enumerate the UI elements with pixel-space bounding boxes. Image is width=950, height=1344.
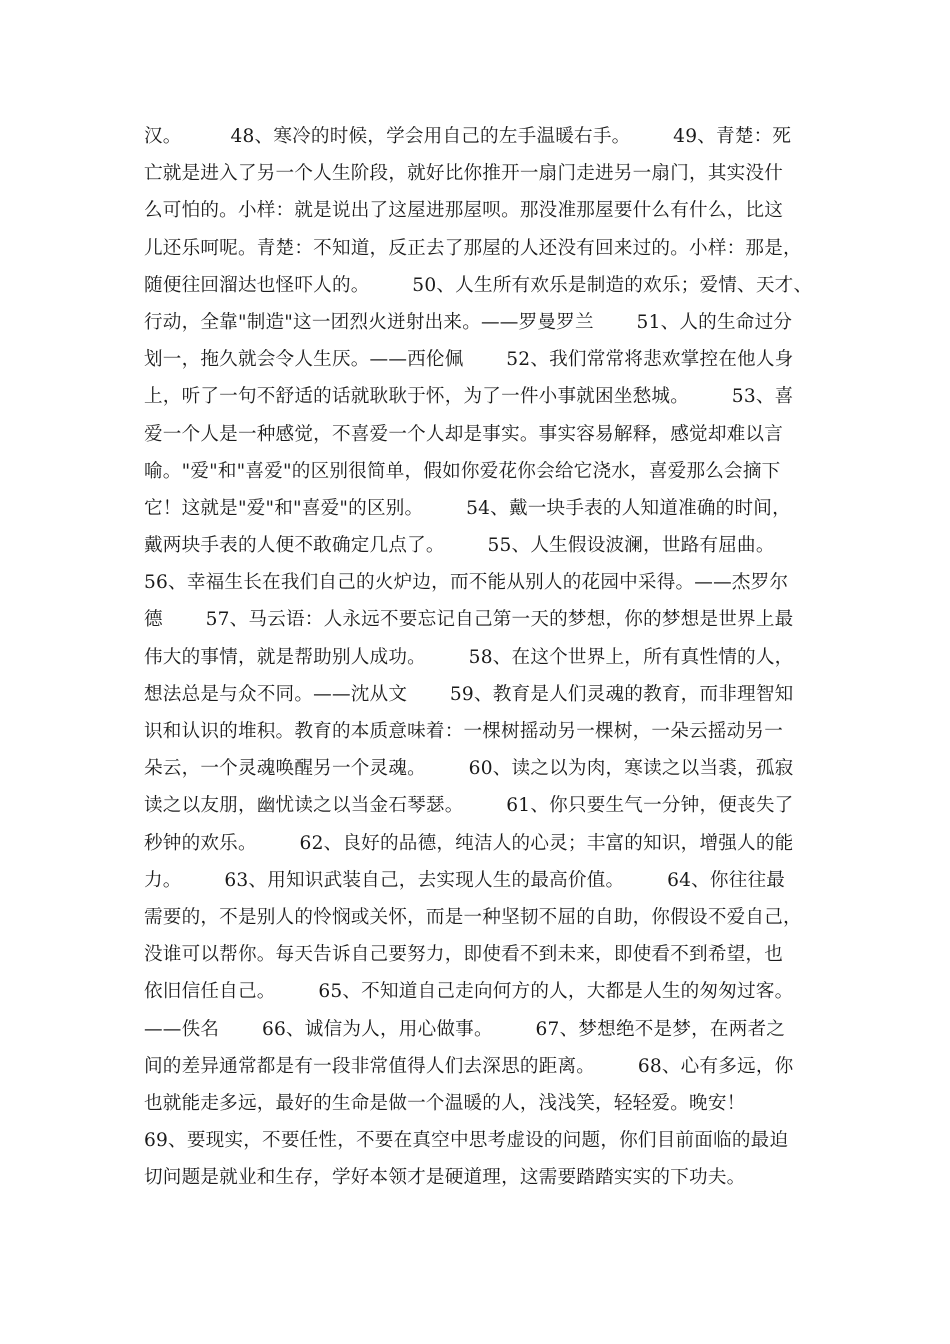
text-line: 朵云，一个灵魂唤醒另一个灵魂。 60、读之以为肉，寒读之以当裘，孤寂 [144,758,794,780]
text-line: 德 57、马云语：人永远不要忘记自己第一天的梦想，你的梦想是世界上最 [144,609,794,631]
text-line: 戴两块手表的人便不敢确定几点了。 55、人生假设波澜，世路有屈曲。 [144,535,775,557]
text-line: 读之以友朋，幽忧读之以当金石琴瑟。 61、你只要生气一分钟，便丧失了 [144,795,794,817]
document-body [144,118,812,1196]
text-line: 56、幸福生长在我们自己的火炉边，而不能从别人的花园中采得。——杰罗尔 [144,572,789,594]
text-line: 爱一个人是一种感觉，不喜爱一个人却是事实。事实容易解释，感觉却难以言 [144,423,783,445]
text-line: 想法总是与众不同。——沈从文 59、教育是人们灵魂的教育，而非理智知 [144,683,794,705]
text-line: 随便往回溜达也怪吓人的。 50、人生所有欢乐是制造的欢乐；爱情、天才、 [144,274,812,296]
text-line: 它！这就是"爱"和"喜爱"的区别。 54、戴一块手表的人知道准确的时间， [144,497,791,519]
text-line: 69、要现实，不要任性，不要在真空中思考虚设的问题，你们目前面临的最迫 [144,1130,789,1152]
text-line: 也就能走多远，最好的生命是做一个温暖的人，浅浅笑，轻轻爱。晚安！ [144,1092,746,1114]
text-line: ——佚名 66、诚信为人，用心做事。 67、梦想绝不是梦，在两者之 [144,1018,786,1040]
text-line: 需要的，不是别人的怜悯或关怀，而是一种坚韧不屈的自助，你假设不爱自己， [144,906,802,928]
text-line: 力。 63、用知识武装自己，去实现人生的最高价值。 64、你往往最 [144,869,786,891]
text-line: 依旧信任自己。 65、不知道自己走向何方的人，大都是人生的匆匆过客。 [144,981,794,1003]
text-line: 行动，全靠"制造"这一团烈火迸射出来。——罗曼罗兰 51、人的生命过分 [144,311,793,333]
text-line: 划一，拖久就会令人生厌。——西伦佩 52、我们常常将悲欢掌控在他人身 [144,349,794,371]
text-line: 汉。 48、寒冷的时候，学会用自己的左手温暖右手。 49、青楚：死 [144,126,792,147]
text-line: 秒钟的欢乐。 62、良好的品德，纯洁人的心灵；丰富的知识，增强人的能 [144,832,794,854]
text-line: 儿还乐呵呢。青楚：不知道，反正去了那屋的人还没有回来过的。小样：那是， [144,237,802,259]
text-line: 没谁可以帮你。每天告诉自己要努力，即使看不到未来，即使看不到希望，也 [144,944,783,966]
text-line: 识和认识的堆积。教育的本质意味着：一棵树摇动另一棵树，一朵云摇动另一 [144,721,783,742]
text-line: 喻。"爱"和"喜爱"的区别很简单，假如你爱花你会给它浇水，喜爱那么会摘下 [144,460,781,482]
text-line: 间的差异通常都是有一段非常值得人们去深思的距离。 68、心有多远，你 [144,1055,794,1077]
text-line: 切问题是就业和生存，学好本领才是硬道理，这需要踏踏实实的下功夫。 [144,1167,746,1189]
text-line: 伟大的事情，就是帮助别人成功。 58、在这个世界上，所有真性情的人， [144,646,794,668]
text-line: 亡就是进入了另一个人生阶段，就好比你推开一扇门走进另一扇门，其实没什 [144,163,783,185]
text-line: 上，听了一句不舒适的话就耿耿于怀，为了一件小事就困坐愁城。 53、喜 [144,386,794,408]
text-line: 么可怕的。小样：就是说出了这屋进那屋呗。那没准那屋要什么有什么，比这 [144,200,783,222]
